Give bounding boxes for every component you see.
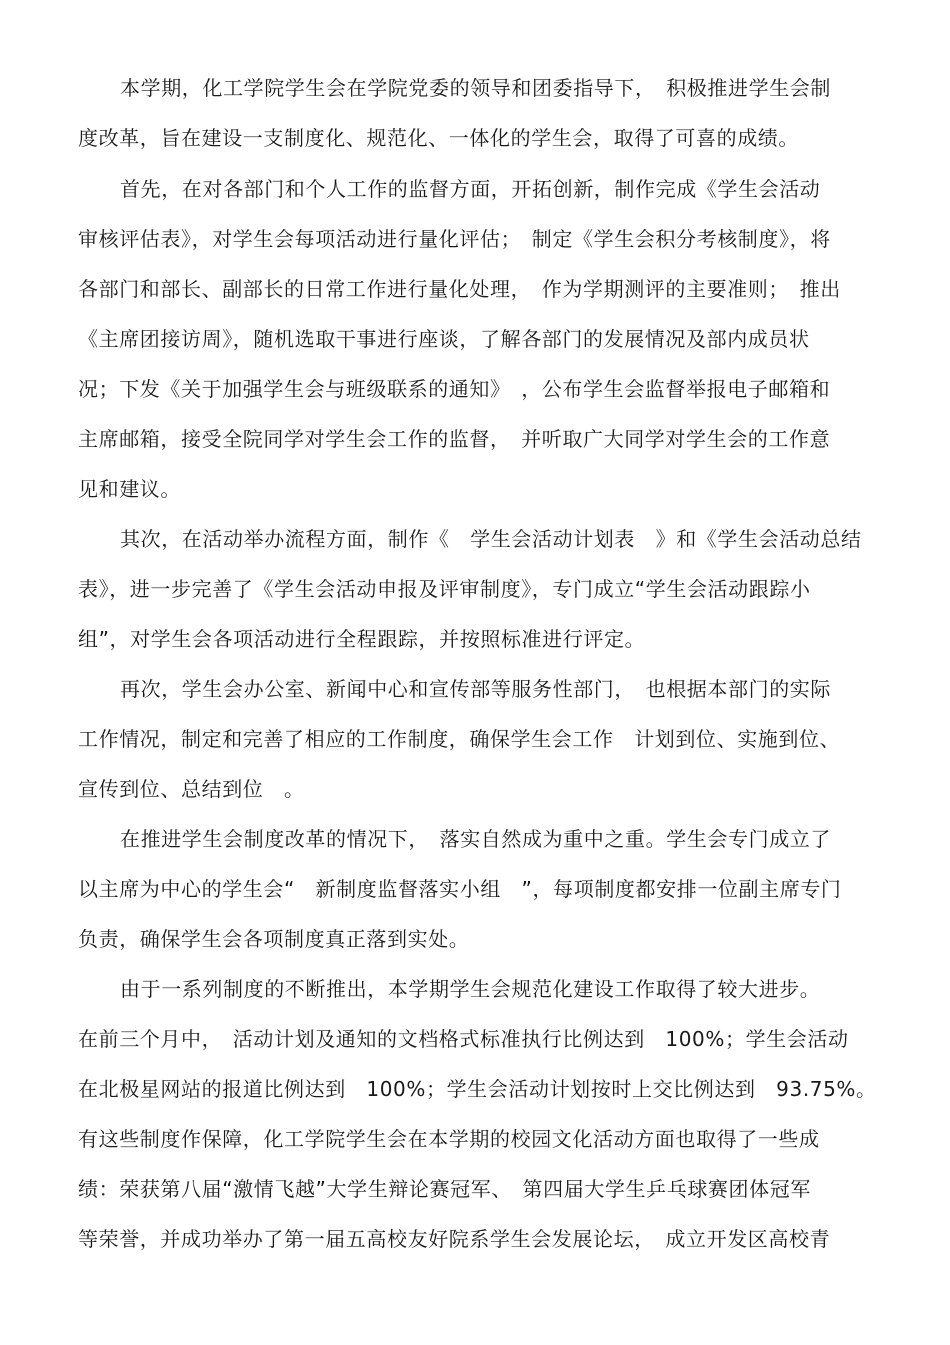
paragraph-2-line-1: 首先，在对各部门和个人工作的监督方面，开拓创新，制作完成《学生会活动 (120, 177, 821, 201)
paragraph-6-line-1: 由于一系列制度的不断推出，本学期学生会规范化建设工作取得了较大进步。 (120, 977, 821, 1001)
paragraph-4-line-2: 工作情况，制定和完善了相应的工作制度，确保学生会工作 计划到位、实施到位、 (78, 727, 841, 751)
paragraph-1-line-1: 本学期，化工学院学生会在学院党委的领导和团委指导下， 积极推进学生会制 (120, 76, 831, 100)
paragraph-6-line-3: 在北极星网站的报道比例达到 100%；学生会活动计划按时上交比例达到 93.75%。 (78, 1077, 877, 1101)
paragraph-2-line-6: 主席邮箱，接受全院同学对学生会工作的监督， 并听取广大同学对学生会的工作意 (78, 427, 831, 451)
paragraph-4-line-3: 宣传到位、总结到位 。 (78, 777, 305, 801)
paragraph-6-line-2: 在前三个月中， 活动计划及通知的文档格式标准执行比例达到 100%；学生会活动 (78, 1027, 849, 1051)
paragraph-2-line-5: 况；下发《关于加强学生会与班级联系的通知》 ，公布学生会监督举报电子邮箱和 (78, 377, 831, 401)
paragraph-6-line-4: 有这些制度作保障，化工学院学生会在本学期的校园文化活动方面也取得了一些成 (78, 1127, 820, 1151)
paragraph-2-line-3: 各部门和部长、副部长的日常工作进行量化处理， 作为学期测评的主要准则； 推出 (78, 277, 841, 301)
paragraph-5-line-1: 在推进学生会制度改革的情况下， 落实自然成为重中之重。学生会专门成立了 (120, 827, 831, 851)
paragraph-6-line-6: 等荣誉，并成功举办了第一届五高校友好院系学生会发展论坛， 成立开发区高校青 (78, 1227, 831, 1251)
paragraph-3-line-1: 其次，在活动举办流程方面，制作《 学生会活动计划表 》和《学生会活动总结 (120, 527, 862, 551)
paragraph-6-line-5: 绩：荣获第八届“激情飞越”大学生辩论赛冠军、 第四届大学生乒乓球赛团体冠军 (78, 1177, 811, 1201)
paragraph-3-line-2: 表》，进一步完善了《学生会活动申报及评审制度》，专门成立“学生会活动跟踪小 (78, 577, 811, 601)
paragraph-2-line-2: 审核评估表》，对学生会每项活动进行量化评估； 制定《学生会积分考核制度》，将 (78, 227, 831, 251)
paragraph-3-line-3: 组”，对学生会各项活动进行全程跟踪，并按照标准进行评定。 (78, 627, 646, 651)
paragraph-5-line-2: 以主席为中心的学生会“ 新制度监督落实小组 ”，每项制度都安排一位副主席专门 (78, 877, 842, 901)
paragraph-2-line-4: 《主席团接访周》，随机选取干事进行座谈，了解各部门的发展情况及部内成员状 (78, 327, 810, 351)
paragraph-5-line-3: 负责，确保学生会各项制度真正落到实处。 (78, 927, 470, 951)
paragraph-4-line-1: 再次，学生会办公室、新闻中心和宣传部等服务性部门， 也根据本部门的实际 (120, 677, 831, 701)
paragraph-1-line-2: 度改革，旨在建设一支制度化、规范化、一体化的学生会，取得了可喜的成绩。 (78, 126, 799, 150)
paragraph-2-line-7: 见和建议。 (78, 477, 181, 501)
